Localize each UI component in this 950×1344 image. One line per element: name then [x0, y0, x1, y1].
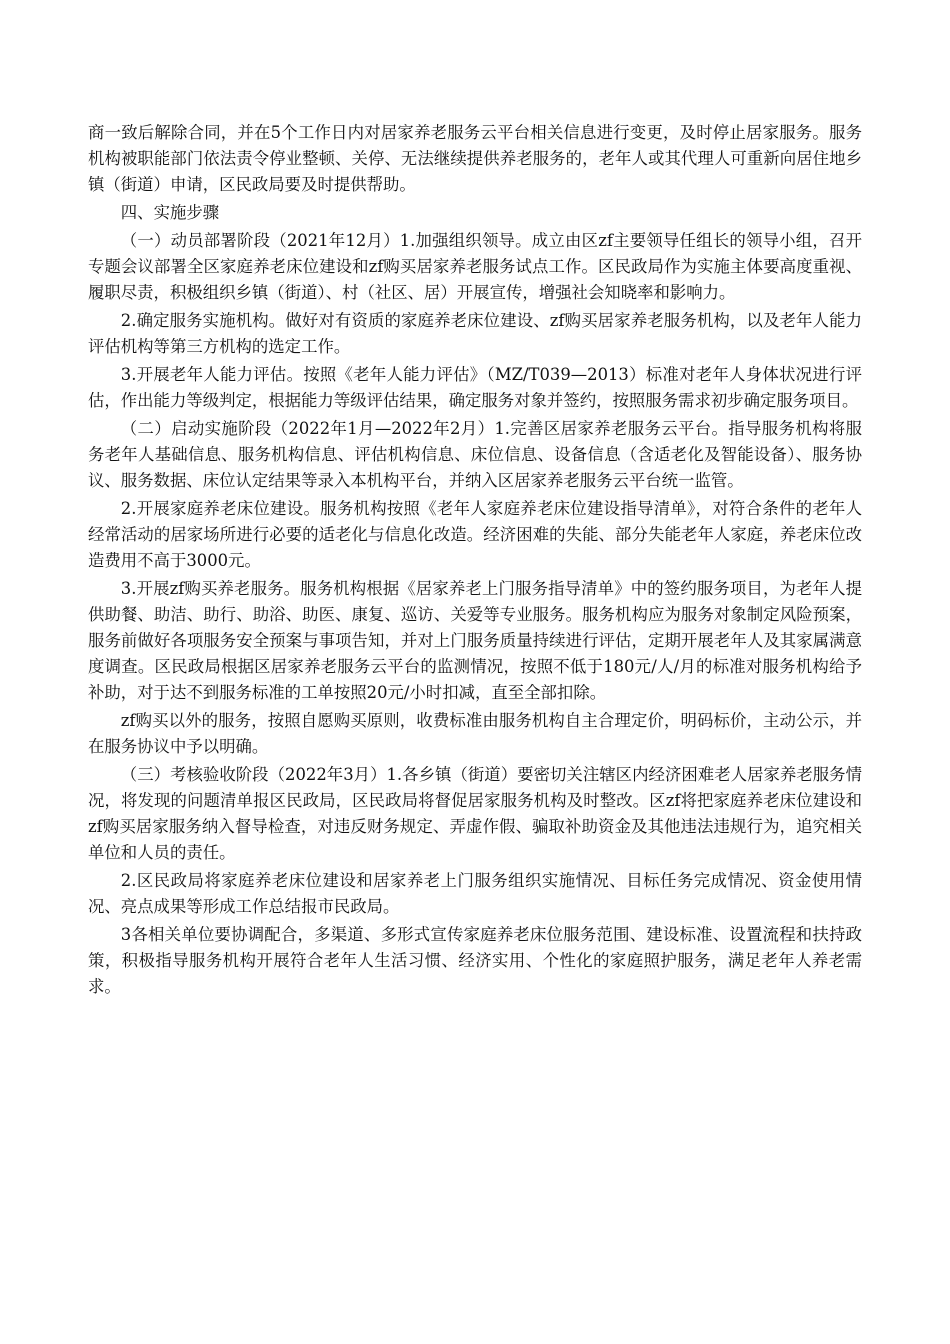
paragraph-stage-1-item-2: 2.确定服务实施机构。做好对有资质的家庭养老床位建设、zf购买居家养老服务机构，以及老年人能力评估机构等第三方机构的选定工作。 [88, 311, 862, 356]
paragraph-stage-1: （一）动员部署阶段（2021年12月）1.加强组织领导。成立由区zf主要领导任组长的领导小组，召开专题会议部署全区家庭养老床位建设和zf购买居家养老服务试点工作。区民政局作为实施主体要高度重视、履职尽责，积极组织乡镇（街道）、村（社区、居）开展宣传，增强社会知晓率和影响力。 [88, 231, 862, 302]
paragraph-stage-2-item-3: 3.开展zf购买养老服务。服务机构根据《居家养老上门服务指导清单》中的签约服务项目，为老年人提供助餐、助洁、助行、助浴、助医、康复、巡访、关爱等专业服务。服务机构应为服务对象制定风险预案，服务前做好各项服务安全预案与事项告知，并对上门服务质量持续进行评估，定期开展老年人及其家属满意度调查。区民政局根据区居家养老服务云平台的监测情况，按照不低于180元/人/月的标准对服务机构给予补助，对于达不到服务标准的工单按照20元/小时扣减，直至全部扣除。 [88, 579, 862, 702]
paragraph-stage-2: （二）启动实施阶段（2022年1月—2022年2月）1.完善区居家养老服务云平台。指导服务机构将服务老年人基础信息、服务机构信息、评估机构信息、床位信息、设备信息（含适老化及智能设备）、服务协议、服务数据、床位认定结果等录入本机构平台，并纳入区居家养老服务云平台统一监管。 [88, 419, 862, 490]
paragraph-stage-2-extra: zf购买以外的服务，按照自愿购买原则，收费标准由服务机构自主合理定价，明码标价，主动公示，并在服务协议中予以明确。 [88, 711, 862, 756]
paragraph-stage-1-item-3: 3.开展老年人能力评估。按照《老年人能力评估》（MZ/T039—2013）标准对老年人身体状况进行评估，作出能力等级判定，根据能力等级评估结果，确定服务对象并签约，按照服务需求初步确定服务项目。 [88, 365, 862, 410]
paragraph-stage-3-item-3: 3各相关单位要协调配合，多渠道、多形式宣传家庭养老床位服务范围、建设标准、设置流程和扶持政策，积极指导服务机构开展符合老年人生活习惯、经济实用、个性化的家庭照护服务，满足老年人养老需求。 [88, 925, 862, 996]
paragraph-stage-3-item-2: 2.区民政局将家庭养老床位建设和居家养老上门服务组织实施情况、目标任务完成情况、资金使用情况、亮点成果等形成工作总结报市民政局。 [88, 871, 862, 916]
paragraph-stage-2-item-2: 2.开展家庭养老床位建设。服务机构按照《老年人家庭养老床位建设指导清单》，对符合条件的老年人经常活动的居家场所进行必要的适老化与信息化改造。经济困难的失能、部分失能老年人家庭，养老床位改造费用不高于3000元。 [88, 499, 862, 570]
paragraph-stage-3: （三）考核验收阶段（2022年3月）1.各乡镇（街道）要密切关注辖区内经济困难老人居家养老服务情况，将发现的问题清单报区民政局，区民政局将督促居家服务机构及时整改。区zf将把家庭养老床位建设和zf购买居家服务纳入督导检查，对违反财务规定、弄虚作假、骗取补助资金及其他违法违规行为，追究相关单位和人员的责任。 [88, 765, 862, 862]
section-heading-implementation-steps: 四、实施步骤 [120, 203, 220, 222]
document-page [88, 120, 862, 1002]
paragraph-continuation: 商一致后解除合同，并在5个工作日内对居家养老服务云平台相关信息进行变更，及时停止居家服务。服务机构被职能部门依法责令停业整顿、关停、无法继续提供养老服务的，老年人或其代理人可重新向居住地乡镇（街道）申请，区民政局要及时提供帮助。 [88, 123, 862, 194]
